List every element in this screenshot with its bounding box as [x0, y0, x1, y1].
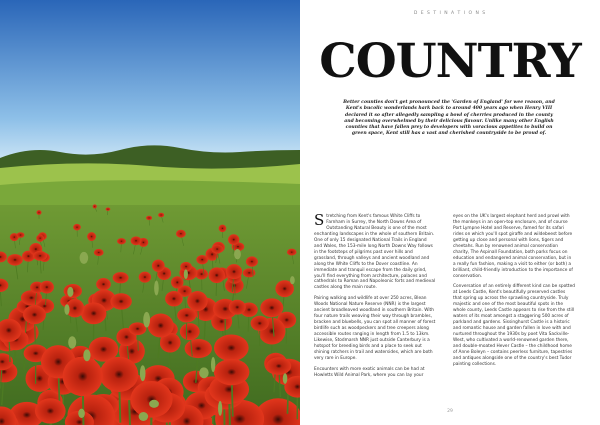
paragraph: Stretching from Kent's famous White Cliffs to Farnham in Surrey, the North Downs Area of Outstanding Natural Beauty is one of the most enchanting landscapes in the whole of southern Britain. One of only 15 designated National Trails in England and Wales, the 153-mile long North Downs Way follows in the footsteps of pilgrims past over hills and grassland, through valleys and ancient woodland and along the White Cliffs to the Dover coastline. An immediate and tranquil escape from the daily grind, you'll find everything from architecture, palaces and cathedrals to Roman and Napoleonic forts and medieval castles along the main route.	[314, 211, 436, 291]
article-title: COUNTRY	[319, 34, 581, 89]
drop-cap: S	[314, 211, 325, 229]
paragraph: eyes on the UK's largest elephant herd and prowl with the monkeys in an open-top enclosure, and of course Port Lympne Hotel and Reserve, famed for its safari rides on which you'll spot giraffe and wildebeest before getting up close and personal with lions, tigers and cheetahs. Run by renowned animal conservation charity, The Aspinall Foundation, both parks focus on education and endangered animal conservation, but in a really fun fashion, making a visit to either (or both) a brilliant, child-friendly introduction to the importance of conservation.	[453, 214, 573, 279]
body-column-left	[314, 211, 436, 384]
paragraph: Pairing walking and wildlife at over 250 acres, Blean Woods National Nature Reserve (NNR) is the largest ancient broadleaved woodland in southern Britain. With four nature trails weaving their way through brambles, bracken and bluebells, you can spot all manner of forest birdlife such as woodpeckers and tree creepers along accessible routes ranging in length from 1.5 to 13km. Likewise, Stodmarsh NNR just outside Canterbury is a hotspot for breeding birds and a place to seek out shining ratchers in trail and watersides, which are both very rare in Europe.	[314, 296, 436, 361]
article-page	[300, 0, 600, 425]
paragraph: Encounters with more exotic animals can be had at Howletts Wild Animal Park, where you can lay your	[314, 366, 425, 378]
article-intro: Better counties don't get pronounced the 'Garden of England' for wee reason, and Kent's bucolic wonderlands hark back to around 400 years ago when Henry VIII declared it so after allegedly sampling a bowl of cherries produced in the county and becoming overwhelmed by their delicious flavour. Unlike many other English counties that have fallen prey to developers with voracious appetites to build on green space, Kent still has a vast and cherished countryside to be proud of.	[343, 100, 555, 137]
paragraph: Conversation of an entirely different kind can be spotted at Leeds Castle, Kent's beautifully preserved castles that spring up across the sprawling countryside. Truly majestic and one of the most beautiful spots in the whole county, Leeds Castle appears to rise from the still waters of its moat amongst a staggering 500 acres of parkland and gardens. Sissinghurst Castle is a historic and romantic house and garden fallen in love with and nurtured throughout the 1930s by poet Vita Sackville-West, who cultivated a world-renowned garden there, and double-moated Hever Castle – the childhood home of Anne Boleyn – contains peerless furniture, tapestries and antiques alongside one of the country's best Tudor painting collections.	[453, 284, 575, 367]
body-column-right	[453, 214, 575, 373]
running-head: D E S T I N A T I O N S	[413, 11, 487, 16]
page-number: 29	[447, 409, 453, 414]
